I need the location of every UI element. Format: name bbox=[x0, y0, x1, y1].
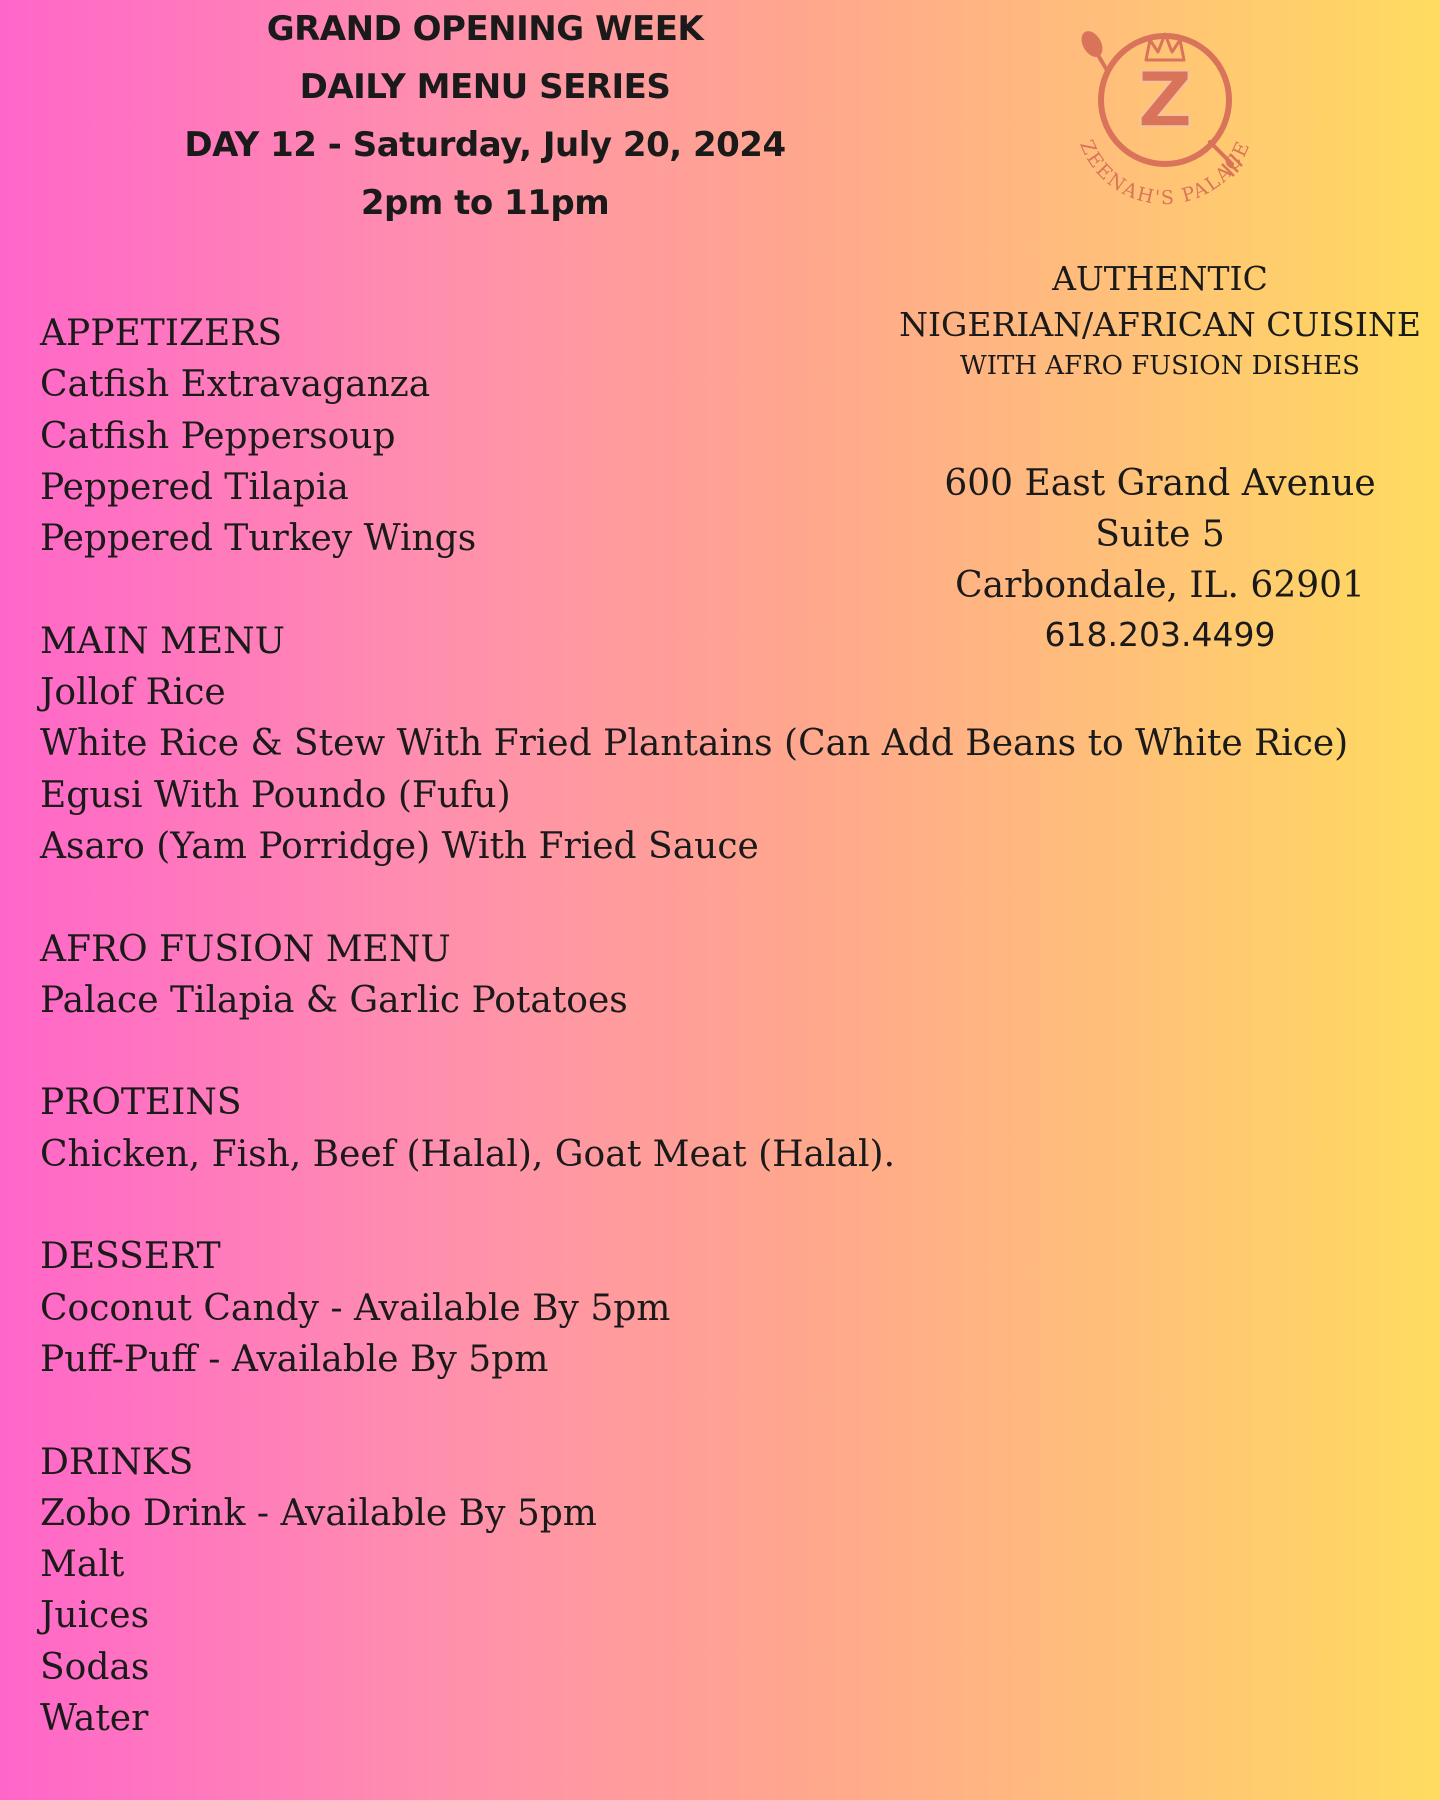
menu-section bbox=[40, 1437, 1420, 1745]
menu-item: White Rice & Stew With Fried Plantains (Can Add Beans to White Rice) bbox=[40, 723, 1349, 765]
menu-item: Catfish Peppersoup bbox=[40, 415, 396, 457]
menu-item: Chicken, Fish, Beef (Halal), Goat Meat (Halal). bbox=[40, 1133, 896, 1175]
menu-item: Jollof Rice bbox=[40, 672, 226, 714]
menu-section bbox=[40, 1077, 1420, 1180]
menu-item: Peppered Turkey Wings bbox=[40, 518, 477, 560]
menu-item: Sodas bbox=[40, 1646, 150, 1688]
svg-text:ZEENAH'S PALACE bbox=[1075, 137, 1255, 209]
section-title: DESSERT bbox=[40, 1236, 221, 1278]
menu-item: Coconut Candy - Available By 5pm bbox=[40, 1287, 671, 1329]
menu-item: Asaro (Yam Porridge) With Fried Sauce bbox=[40, 825, 759, 867]
address-city: Carbondale, IL. 62901 bbox=[955, 565, 1365, 606]
event-header bbox=[140, 0, 830, 232]
logo-letter: Z bbox=[1137, 55, 1193, 144]
header-date: DAY 12 - Saturday, July 20, 2024 bbox=[184, 125, 786, 165]
tagline-fusion: WITH AFRO FUSION DISHES bbox=[959, 351, 1360, 381]
menu-item: Peppered Tilapia bbox=[40, 466, 349, 508]
section-title: APPETIZERS bbox=[40, 313, 283, 354]
menu-item: Malt bbox=[40, 1544, 125, 1586]
menu-section bbox=[40, 924, 1420, 1027]
menu-item: Egusi With Poundo (Fufu) bbox=[40, 774, 511, 816]
header-title: GRAND OPENING WEEK bbox=[266, 9, 704, 49]
menu-list bbox=[40, 308, 1420, 1796]
tagline-authentic: AUTHENTIC bbox=[1052, 259, 1268, 298]
menu-section bbox=[40, 616, 1420, 872]
address-suite: Suite 5 bbox=[1095, 514, 1225, 555]
section-title: DRINKS bbox=[40, 1441, 194, 1483]
menu-item: Juices bbox=[40, 1595, 150, 1637]
tagline-cuisine: NIGERIAN/AFRICAN CUISINE bbox=[899, 305, 1421, 344]
menu-section bbox=[40, 1231, 1420, 1385]
address-street: 600 East Grand Avenue bbox=[944, 463, 1376, 504]
menu-item: Puff-Puff - Available By 5pm bbox=[40, 1338, 549, 1380]
menu-item: Zobo Drink - Available By 5pm bbox=[40, 1492, 597, 1534]
menu-section bbox=[40, 308, 1420, 564]
section-title: MAIN MENU bbox=[40, 620, 286, 662]
logo-name: ZEENAH'S PALACE bbox=[1075, 136, 1255, 210]
header-subtitle: DAILY MENU SERIES bbox=[299, 67, 671, 107]
header-hours: 2pm to 11pm bbox=[360, 183, 610, 223]
phone-number: 618.203.4499 bbox=[1044, 615, 1276, 654]
section-title: AFRO FUSION MENU bbox=[40, 928, 451, 970]
menu-item: Water bbox=[40, 1698, 149, 1740]
spoon-icon bbox=[1077, 27, 1108, 72]
menu-item: Catfish Extravaganza bbox=[40, 364, 431, 406]
menu-item: Palace Tilapia & Garlic Potatoes bbox=[40, 979, 628, 1021]
section-title: PROTEINS bbox=[40, 1082, 242, 1124]
zeenahs-palace-logo bbox=[1050, 14, 1280, 214]
